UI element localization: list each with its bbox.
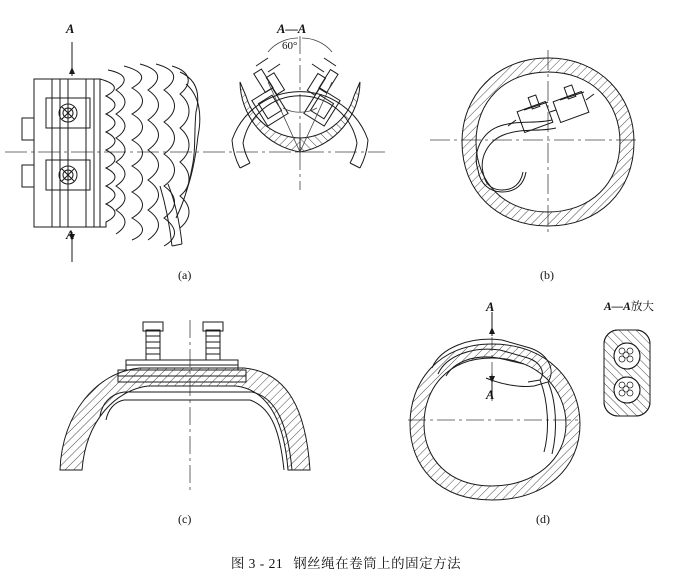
panel-d-drawing: [408, 312, 580, 500]
section-view-title: A—A: [277, 22, 307, 36]
angle-label: 60°: [282, 40, 298, 52]
section-marker-d-bottom: A: [486, 388, 495, 402]
panel-b-drawing: [430, 50, 640, 236]
figure-caption: [0, 552, 692, 572]
panel-a-section-drawing: [232, 36, 368, 190]
panel-label-a: (a): [178, 268, 192, 282]
section-marker-a-bottom: A: [66, 228, 75, 242]
panel-label-b: (b): [540, 268, 554, 282]
figure-title: 钢丝绳在卷筒上的固定方法: [293, 556, 462, 571]
figure-number: 图 3 - 21: [230, 556, 284, 571]
panel-label-c: (c): [178, 512, 192, 526]
panel-d-detail-drawing: [604, 330, 650, 416]
section-marker-a-top: A: [66, 22, 75, 36]
detail-view-suffix: 放大: [630, 301, 654, 313]
panel-c-drawing: [60, 320, 310, 490]
panel-label-d: (d): [536, 512, 550, 526]
detail-view-title: [604, 298, 654, 314]
detail-view-section: A—A: [604, 301, 631, 313]
panel-a-drawing: [5, 42, 385, 262]
section-marker-d-top: A: [486, 300, 495, 314]
